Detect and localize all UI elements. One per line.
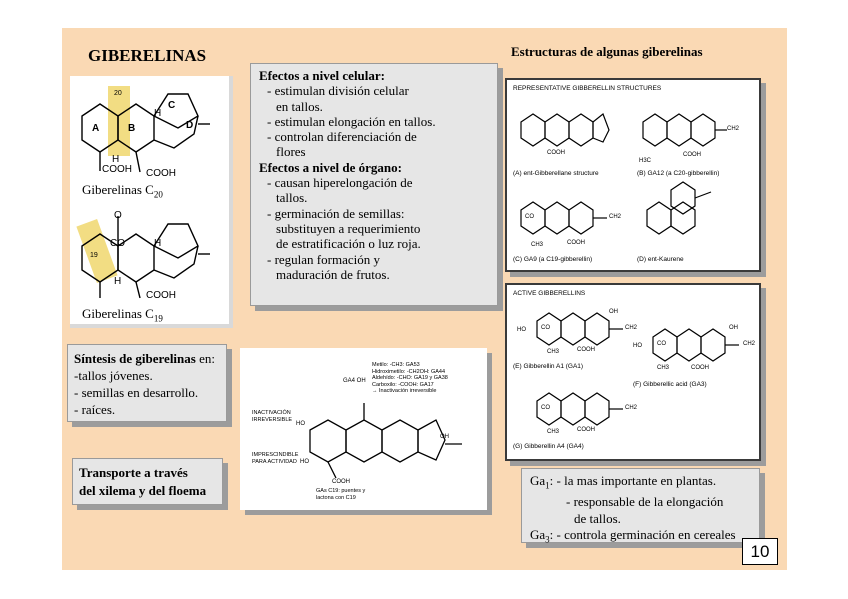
ch2-e: CH2 <box>625 325 638 331</box>
structures-title: Estructuras de algunas giberelinas <box>511 44 703 59</box>
ho-label-lower: HO <box>300 459 309 465</box>
organ-item-2-line-2: substituyen a requerimiento <box>276 220 421 236</box>
c20-caption <box>80 182 165 200</box>
ch2-g: CH2 <box>625 405 638 411</box>
ho-label-upper: HO <box>296 421 305 427</box>
page-number: 10 <box>742 538 778 565</box>
o-label: O <box>114 210 122 221</box>
co-c: CO <box>525 214 534 220</box>
h-label-c19-bottom: H <box>114 276 122 287</box>
oh-f: OH <box>729 325 738 331</box>
representative-header: REPRESENTATIVE GIBBERELLIN STRUCTURES <box>513 85 662 92</box>
page-title: GIBERELINAS <box>88 46 207 65</box>
ga1-line-3: de tallos. <box>574 510 621 526</box>
cell-item-1-line-2: en tallos. <box>276 98 323 114</box>
cell-item-3-line-1: - controlan diferenciación de <box>267 129 417 145</box>
cooh-label-1: COOH <box>102 164 132 175</box>
ring-b-label: B <box>128 123 136 134</box>
ga1-text: : - la mas importante en plantas. <box>549 473 717 488</box>
effects-box <box>250 63 498 306</box>
structure-a-caption: (A) ent-Gibberellane structure <box>513 170 599 177</box>
ring-c-label: C <box>168 100 176 111</box>
cooh-c: COOH <box>567 240 585 246</box>
ga1-line-2: - responsable de la elongación <box>566 494 724 510</box>
ch2-f: CH2 <box>743 341 756 347</box>
co-e: CO <box>541 325 550 331</box>
cooh-b: COOH <box>683 152 701 158</box>
organ-item-3-line-2: maduración de frutos. <box>276 266 390 282</box>
active-header: ACTIVE GIBBERELLINS <box>513 290 586 297</box>
ho-e: HO <box>517 327 526 333</box>
synthesis-box <box>67 344 227 422</box>
ch3-g: CH3 <box>547 429 560 435</box>
synthesis-item-1: -tallos jóvenes. <box>74 368 153 383</box>
co-label: CO <box>110 238 125 249</box>
h-label-top: H <box>154 108 162 119</box>
note-1: Metilo: -CH3: GA53 <box>372 362 420 368</box>
gibberellin-structures-drawing <box>70 76 229 324</box>
cell-item-2-line-1: - estimulan elongación en tallos. <box>267 113 436 129</box>
organ-item-3-line-1: - regulan formación y <box>267 251 380 267</box>
gibberellin-c20-c19-figure <box>70 76 233 328</box>
effects-organ-heading: Efectos a nivel de órgano: <box>259 159 402 175</box>
ga1-line-1 <box>530 473 751 494</box>
note-4: Carboxilo: -COOH: GA17 <box>372 381 434 388</box>
c19-caption-text: Giberelinas C <box>82 306 154 321</box>
effects-cellular-heading: Efectos a nivel celular: <box>259 68 385 83</box>
cooh-label-2: COOH <box>146 168 176 179</box>
organ-item-1-line-1: - causan hiperelongación de <box>267 175 413 191</box>
cooh-label-c19: COOH <box>146 290 176 301</box>
synthesis-item-3: - raíces. <box>74 402 116 417</box>
ch2-c: CH2 <box>609 214 622 220</box>
active-g-caption: (G) Gibberellin A4 (GA4) <box>513 443 584 450</box>
ring-d-label: D <box>186 120 194 131</box>
synthesis-heading-rest: en: <box>195 351 215 366</box>
h3c-b: H3C <box>639 158 652 164</box>
essential-label: IMPRESCINDIBLE PARA ACTIVIDAD <box>252 452 299 465</box>
synthesis-item-2: - semillas en desarrollo. <box>74 385 199 400</box>
synthesis-heading <box>74 350 220 367</box>
c20-caption-text: Giberelinas C <box>82 182 154 197</box>
c19-caption <box>80 306 165 324</box>
ho-f: HO <box>633 343 642 349</box>
cooh-e: COOH <box>577 347 595 353</box>
ga3-prefix: Ga <box>530 527 546 543</box>
ga1-prefix: Ga <box>530 473 546 488</box>
ch3-e: CH3 <box>547 349 560 355</box>
carbon-20-label: 20 <box>114 90 122 97</box>
structure-c-caption: (C) GA9 (a C19-gibberellin) <box>513 256 593 263</box>
ga1-sub: 1 <box>545 480 550 491</box>
organ-item-1-line-2: tallos. <box>276 190 308 206</box>
note-5: → Inactivación irreversible <box>372 388 437 394</box>
organ-item-2-line-3: de estratificación o luz roja. <box>276 236 421 252</box>
note-3: Aldehído: -CHO: GA19 y GA38 <box>372 375 448 381</box>
active-e-caption: (E) Gibberellin A1 (GA1) <box>513 363 584 370</box>
co-f: CO <box>657 341 666 347</box>
h-label-c19-top: H <box>154 238 162 249</box>
transport-line-1: Transporte a través <box>79 465 188 480</box>
cooh-label-mid: COOH <box>332 479 350 485</box>
lactone-note: GAs C19: puentes y lactona con C19 <box>316 488 366 501</box>
c20-caption-sub: 20 <box>153 189 163 200</box>
c19-caption-sub: 19 <box>153 313 163 324</box>
cell-item-3-line-2: flores <box>276 144 306 160</box>
ga-skeleton-drawing <box>240 348 487 510</box>
cell-item-1-line-1: - estimulan división celular <box>267 83 409 99</box>
note-2: Hidroximetilo: -CH2OH: GA44 <box>372 368 446 375</box>
oh-label: OH <box>440 434 449 440</box>
ga-notes-box <box>521 468 760 543</box>
active-gibberellins-panel <box>505 283 761 461</box>
h-label-bottom: H <box>112 154 120 165</box>
ga4-oh-label: GA4 OH <box>343 378 366 384</box>
transport-box <box>72 458 223 505</box>
ga3-line <box>530 527 751 548</box>
inactivation-label: INACTIVACIÓN IRREVERSIBLE <box>252 410 293 423</box>
structure-d-caption: (D) ent-Kaurene <box>637 256 684 263</box>
cooh-g: COOH <box>577 427 595 433</box>
cooh-a: COOH <box>547 150 565 156</box>
cooh-f: COOH <box>691 365 709 371</box>
transport-line-2: del xilema y del floema <box>79 483 207 498</box>
co-g: CO <box>541 405 550 411</box>
representative-structures-panel <box>505 78 761 272</box>
structure-b-caption: (B) GA12 (a C20-gibberellin) <box>637 170 720 177</box>
ch3-f: CH3 <box>657 365 670 371</box>
organ-item-2-line-1: - germinación de semillas: <box>267 205 405 221</box>
ga3-text: : - controla germinación en cereales <box>549 527 736 543</box>
substitution-notes <box>372 362 448 395</box>
synthesis-heading-bold: Síntesis de giberelinas <box>74 351 196 366</box>
ga-structure-activity-figure <box>240 348 487 510</box>
active-f-caption: (F) Gibberellic acid (GA3) <box>633 381 707 388</box>
ga3-sub: 3 <box>545 534 550 545</box>
ch3-c: CH3 <box>531 242 544 248</box>
ring-a-label: A <box>92 123 100 134</box>
oh-e: OH <box>609 309 618 315</box>
carbon-19-label: 19 <box>90 252 98 259</box>
ch2-b: CH2 <box>727 126 740 132</box>
active-skeletons <box>507 285 759 459</box>
